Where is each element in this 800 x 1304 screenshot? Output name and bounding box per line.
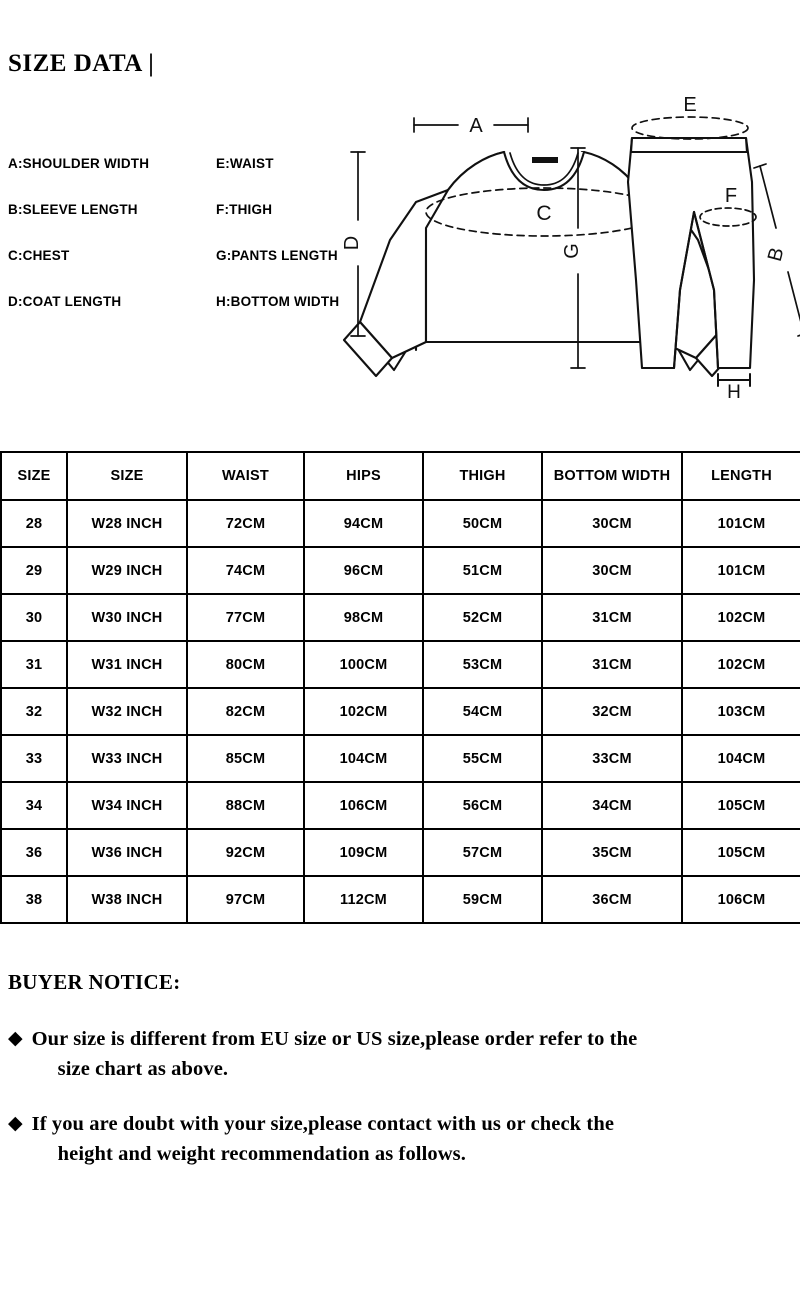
cell-hips: 106CM <box>304 782 423 829</box>
cell-bottom-width: 35CM <box>542 829 682 876</box>
cell-size-inch: W32 INCH <box>67 688 187 735</box>
notice-item-text <box>32 1110 614 1169</box>
table-row <box>1 547 800 594</box>
bottom-width-label: H <box>727 382 741 400</box>
column-header-hips: HIPS <box>304 452 423 500</box>
garment-diagrams <box>336 90 800 400</box>
sleeve-length-label: B <box>763 245 789 264</box>
page-title: SIZE DATA | <box>8 50 155 77</box>
cell-thigh: 57CM <box>423 829 542 876</box>
cell-hips: 96CM <box>304 547 423 594</box>
waist-ellipse <box>632 117 748 139</box>
cell-size-inch: W29 INCH <box>67 547 187 594</box>
cell-size-inch: W28 INCH <box>67 500 187 547</box>
cell-waist: 82CM <box>187 688 304 735</box>
table-header-row <box>1 452 800 500</box>
cell-thigh: 54CM <box>423 688 542 735</box>
legend-item-e: E:WAIST <box>216 156 274 171</box>
notice-item <box>8 1110 798 1169</box>
cell-thigh: 55CM <box>423 735 542 782</box>
cell-length: 103CM <box>682 688 800 735</box>
cell-length: 102CM <box>682 641 800 688</box>
cell-size-inch: W33 INCH <box>67 735 187 782</box>
cell-thigh: 52CM <box>423 594 542 641</box>
cell-size-inch: W30 INCH <box>67 594 187 641</box>
cell-thigh: 59CM <box>423 876 542 923</box>
cell-size: 38 <box>1 876 67 923</box>
cell-thigh: 56CM <box>423 782 542 829</box>
table-row <box>1 876 800 923</box>
legend-row <box>8 155 348 201</box>
diamond-bullet-icon: ◆ <box>8 1028 23 1049</box>
cell-hips: 94CM <box>304 500 423 547</box>
cell-waist: 88CM <box>187 782 304 829</box>
cell-waist: 72CM <box>187 500 304 547</box>
thigh-label: F <box>724 185 738 207</box>
cell-length: 101CM <box>682 500 800 547</box>
legend-item-g: G:PANTS LENGTH <box>216 248 338 263</box>
column-header-thigh: THIGH <box>423 452 542 500</box>
cell-size: 31 <box>1 641 67 688</box>
cell-hips: 109CM <box>304 829 423 876</box>
cell-size: 36 <box>1 829 67 876</box>
notice-line: height and weight recommendation as follows. <box>57 1143 466 1166</box>
cell-length: 104CM <box>682 735 800 782</box>
cell-waist: 74CM <box>187 547 304 594</box>
cell-size-inch: W31 INCH <box>67 641 187 688</box>
cell-hips: 100CM <box>304 641 423 688</box>
cell-length: 105CM <box>682 782 800 829</box>
cell-size-inch: W38 INCH <box>67 876 187 923</box>
table-row <box>1 641 800 688</box>
buyer-notice-title: BUYER NOTICE: <box>8 970 181 994</box>
table-row <box>1 829 800 876</box>
cell-hips: 98CM <box>304 594 423 641</box>
cell-waist: 97CM <box>187 876 304 923</box>
cell-thigh: 50CM <box>423 500 542 547</box>
legend-item-a: A:SHOULDER WIDTH <box>8 156 150 171</box>
legend-item-d: D:COAT LENGTH <box>8 294 122 309</box>
cell-size: 28 <box>1 500 67 547</box>
buyer-notice <box>8 970 798 1196</box>
legend-row <box>8 247 348 293</box>
cell-size-inch: W36 INCH <box>67 829 187 876</box>
coat-length-label: D <box>341 235 363 251</box>
notice-line: Our size is different from EU size or US size,please order refer to the <box>31 1028 638 1050</box>
cell-hips: 102CM <box>304 688 423 735</box>
waist-label: E <box>683 94 697 116</box>
size-chart-table <box>0 451 800 924</box>
legend-row <box>8 201 348 247</box>
legend-item-b: B:SLEEVE LENGTH <box>8 202 138 217</box>
table-row <box>1 500 800 547</box>
legend-item-c: C:CHEST <box>8 248 70 263</box>
chest-label: C <box>536 202 552 225</box>
cell-length: 105CM <box>682 829 800 876</box>
cell-bottom-width: 34CM <box>542 782 682 829</box>
column-header-size-num: SIZE <box>1 452 67 500</box>
cell-length: 106CM <box>682 876 800 923</box>
table-row <box>1 782 800 829</box>
cell-hips: 112CM <box>304 876 423 923</box>
column-header-bottom-width: BOTTOM WIDTH <box>542 452 682 500</box>
cell-length: 102CM <box>682 594 800 641</box>
table-row <box>1 594 800 641</box>
column-header-size-inch: SIZE <box>67 452 187 500</box>
cell-size: 30 <box>1 594 67 641</box>
shoulder-label: A <box>469 115 483 137</box>
cell-bottom-width: 30CM <box>542 500 682 547</box>
column-header-length: LENGTH <box>682 452 800 500</box>
pants-length-label: G <box>561 243 583 259</box>
cell-waist: 92CM <box>187 829 304 876</box>
legend-row <box>8 293 348 339</box>
cell-bottom-width: 36CM <box>542 876 682 923</box>
notice-item-text <box>32 1025 638 1084</box>
table-row <box>1 688 800 735</box>
table-row <box>1 735 800 782</box>
cell-thigh: 51CM <box>423 547 542 594</box>
cell-size-inch: W34 INCH <box>67 782 187 829</box>
cell-hips: 104CM <box>304 735 423 782</box>
measurement-legend <box>8 155 348 339</box>
cell-bottom-width: 33CM <box>542 735 682 782</box>
notice-line: size chart as above. <box>57 1057 229 1080</box>
cell-bottom-width: 31CM <box>542 641 682 688</box>
cell-bottom-width: 32CM <box>542 688 682 735</box>
notice-item <box>8 1025 798 1084</box>
legend-item-h: H:BOTTOM WIDTH <box>216 294 340 309</box>
cell-size: 29 <box>1 547 67 594</box>
legend-item-f: F:THIGH <box>216 202 273 217</box>
column-header-waist: WAIST <box>187 452 304 500</box>
cell-waist: 77CM <box>187 594 304 641</box>
cell-bottom-width: 31CM <box>542 594 682 641</box>
cell-size: 33 <box>1 735 67 782</box>
cell-length: 101CM <box>682 547 800 594</box>
cell-bottom-width: 30CM <box>542 547 682 594</box>
cell-waist: 85CM <box>187 735 304 782</box>
cell-size: 32 <box>1 688 67 735</box>
notice-line: If you are doubt with your size,please contact with us or check the <box>31 1113 615 1136</box>
diamond-bullet-icon: ◆ <box>8 1113 23 1135</box>
cell-thigh: 53CM <box>423 641 542 688</box>
cell-size: 34 <box>1 782 67 829</box>
cell-waist: 80CM <box>187 641 304 688</box>
